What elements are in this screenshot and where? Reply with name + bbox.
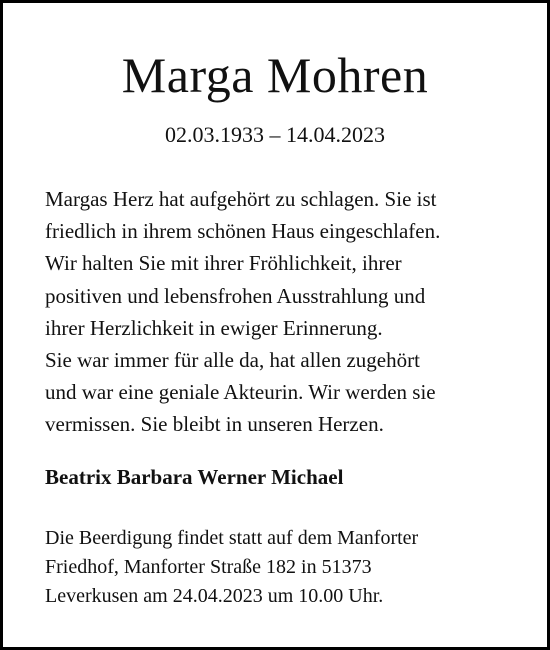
funeral-details [45, 524, 515, 611]
funeral-line: Die Beerdigung findet statt auf dem Manforter [45, 527, 419, 549]
mourners-names: Beatrix Barbara Werner Michael [45, 465, 344, 489]
message-line: vermissen. Sie bleibt in unseren Herzen. [45, 412, 384, 437]
memorial-message [45, 183, 515, 441]
message-line: Margas Herz hat aufgehört zu schlagen. Sie ist [45, 187, 437, 211]
message-line: positiven und lebensfrohen Ausstrahlung und [45, 283, 426, 308]
life-dates: 02.03.1933 – 14.04.2023 [165, 122, 385, 147]
message-line: und war eine geniale Akteurin. Wir werden sie [45, 380, 436, 405]
funeral-line: Leverkusen am 24.04.2023 um 10.00 Uhr. [45, 585, 384, 607]
message-line: Wir halten Sie mit ihrer Fröhlichkeit, ihrer [45, 251, 402, 276]
message-line: ihrer Herzlichkeit in ewiger Erinnerung. [45, 315, 383, 340]
message-line: Sie war immer für alle da, hat allen zugehört [45, 348, 420, 373]
message-line: friedlich in ihrem schönen Haus eingeschlafen. [45, 219, 441, 244]
funeral-line: Friedhof, Manforter Straße 182 in 51373 [45, 556, 372, 578]
deceased-name: Marga Mohren [121, 47, 429, 103]
